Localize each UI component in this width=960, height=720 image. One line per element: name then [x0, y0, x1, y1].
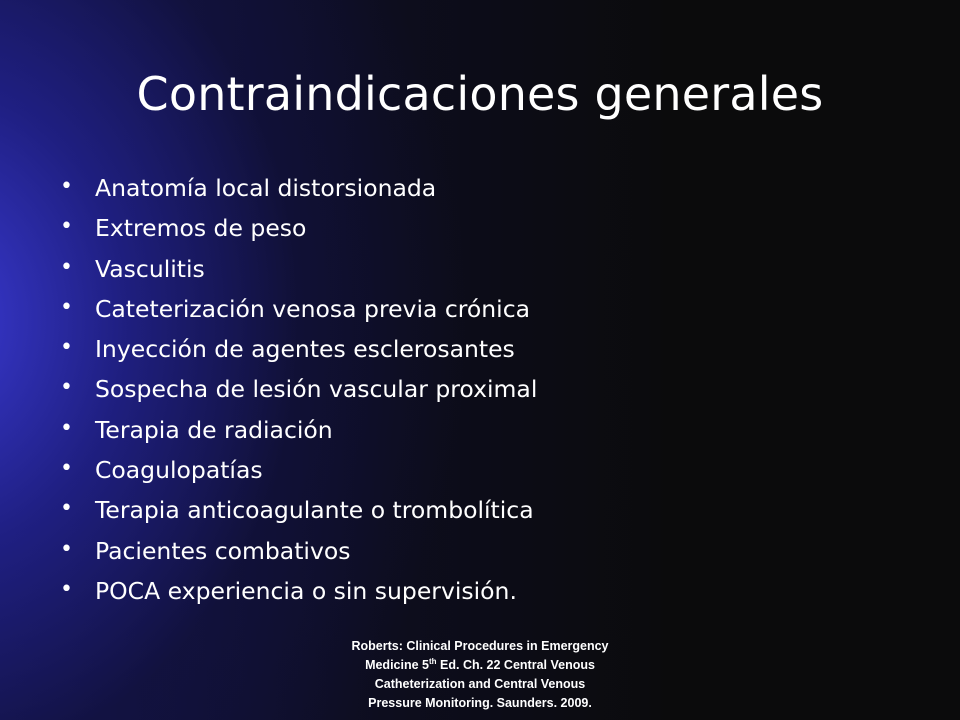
bullet-item — [60, 571, 920, 611]
bullet-text: Extremos de peso — [95, 214, 307, 243]
bullet-list — [60, 168, 920, 611]
citation-superscript: th — [428, 656, 437, 666]
bullet-text: Coagulopatías — [95, 456, 263, 485]
citation-text: Ed. Ch. 22 Central Venous — [436, 658, 595, 672]
bullet-text: POCA experiencia o sin supervisión. — [95, 576, 517, 605]
bullet-text: Inyección de agentes esclerosantes — [95, 335, 515, 364]
bullet-dot-icon: • — [60, 576, 73, 602]
citation-line: Catheterization and Central Venous — [374, 677, 586, 691]
bullet-text: Anatomía local distorsionada — [95, 174, 437, 202]
bullet-dot-icon: • — [60, 214, 73, 240]
bullet-item — [60, 490, 920, 530]
bullet-text: Terapia anticoagulante o trombolítica — [95, 496, 534, 525]
bullet-dot-icon: • — [60, 174, 73, 199]
slide-title: Contraindicaciones generales — [136, 67, 824, 121]
bullet-item — [60, 329, 920, 369]
citation — [320, 637, 640, 713]
bullet-item — [60, 531, 920, 571]
bullet-item — [60, 410, 920, 450]
bullet-item — [60, 249, 920, 289]
bullet-dot-icon: • — [60, 456, 73, 482]
bullet-item — [60, 450, 920, 490]
bullet-dot-icon: • — [60, 536, 73, 562]
bullet-item — [60, 168, 920, 208]
bullet-item — [60, 369, 920, 409]
bullet-item — [60, 208, 920, 248]
citation-line: Pressure Monitoring. Saunders. 2009. — [368, 696, 592, 710]
citation-text: Medicine 5 — [365, 658, 429, 672]
bullet-text: Sospecha de lesión vascular proximal — [95, 375, 538, 404]
bullet-dot-icon: • — [60, 496, 73, 522]
bullet-text: Vasculitis — [95, 254, 205, 283]
citation-line — [320, 656, 640, 675]
bullet-dot-icon: • — [60, 415, 73, 441]
bullet-text: Pacientes combativos — [95, 536, 351, 565]
bullet-dot-icon: • — [60, 335, 73, 361]
bullet-dot-icon: • — [60, 375, 73, 401]
bullet-text: Cateterización venosa previa crónica — [95, 294, 531, 323]
bullet-dot-icon: • — [60, 254, 73, 280]
bullet-item — [60, 289, 920, 329]
citation-line: Roberts: Clinical Procedures in Emergency — [351, 639, 609, 653]
bullet-text: Terapia de radiación — [95, 415, 333, 444]
bullet-dot-icon: • — [60, 294, 73, 320]
